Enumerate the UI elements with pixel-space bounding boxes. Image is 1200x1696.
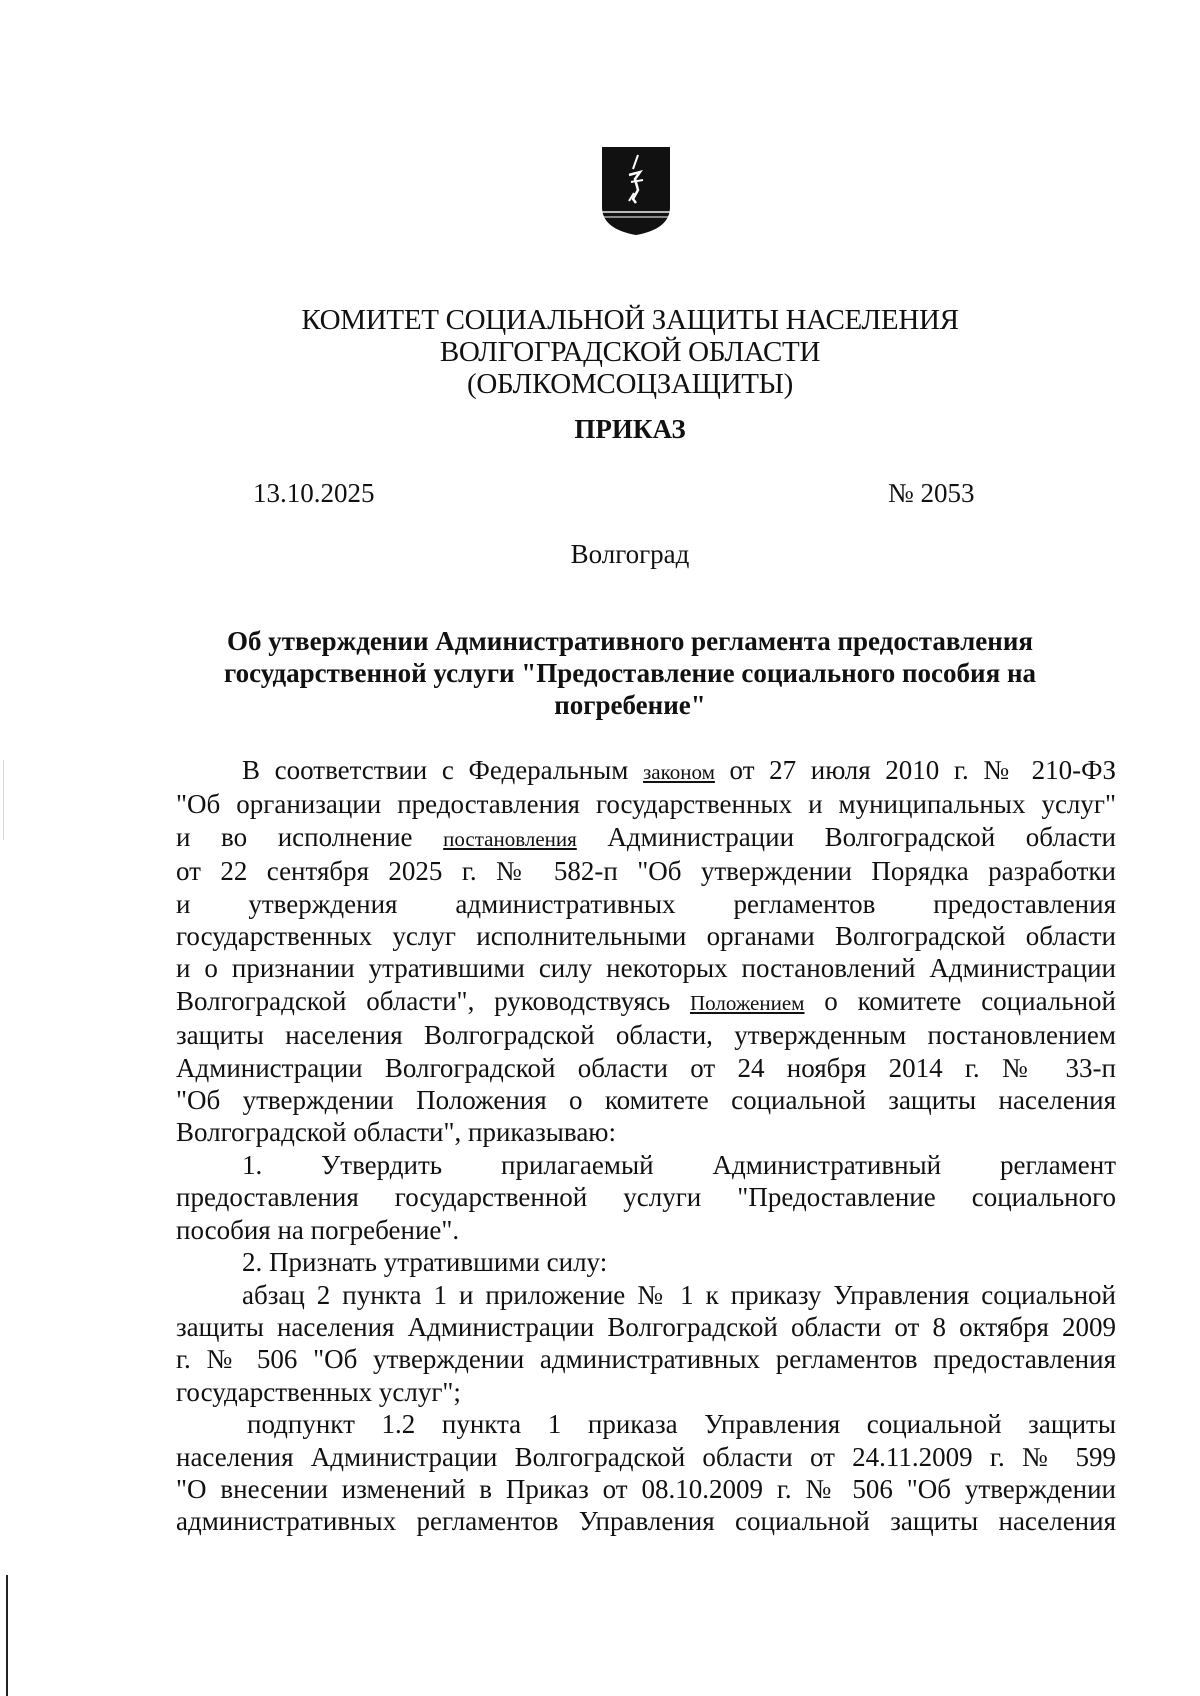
order-number: № 2053 — [888, 478, 975, 508]
law-link[interactable]: законом — [643, 760, 715, 784]
order-date: 13.10.2025 — [253, 478, 375, 508]
volgograd-coat-of-arms-icon — [600, 145, 672, 237]
org-line-3: (ОБЛКОМСОЦЗАЩИТЫ) — [466, 368, 793, 400]
title-line-3: погребение" — [554, 690, 706, 720]
item-1-paragraph — [176, 1149, 1116, 1246]
text-line: подпункт 1.2 пункта 1 приказа Управления социальной защиты — [247, 1409, 1116, 1440]
text-line: защиты населения Администрации Волгоградской области от 8 октября 2009 — [176, 1311, 1116, 1342]
text-line: В соответствии с Федеральным законом от 27 июля 2010 г. № 210-ФЗ — [242, 755, 1117, 785]
text-line: Волгоградской области", приказываю: — [176, 1117, 616, 1148]
text-line: "О внесении изменений в Приказ от 08.10.2009 г. № 506 "Об утверждении — [176, 1473, 1116, 1504]
text-line: государственных услуг"; — [176, 1376, 461, 1407]
scan-edge-mark — [6, 1575, 8, 1696]
item-2a-paragraph — [176, 1279, 1116, 1409]
text-line: Администрации Волгоградской области от 24 ноября 2014 г. № 33-п — [176, 1052, 1116, 1083]
regulation-link[interactable]: Положением — [689, 990, 805, 1015]
text-line: г. № 506 "Об утверждении административных регламентов предоставления — [176, 1344, 1116, 1375]
document-type: ПРИКАЗ — [574, 414, 686, 444]
title-line-1: Об утверждении Административного регламента предоставления — [227, 626, 1033, 656]
text-line: предоставления государственной услуги "Предоставление социального — [176, 1182, 1116, 1213]
item-2-paragraph — [176, 1246, 1116, 1278]
organization-name — [250, 304, 1010, 400]
text-line: Волгоградской области", руководствуясь Положением о комитете социальной — [176, 985, 1116, 1016]
city: Волгоград — [570, 539, 690, 569]
document-title — [190, 625, 1070, 721]
text-line: 2. Признать утратившими силу: — [242, 1247, 608, 1278]
text-line: населения Администрации Волгоградской области от 24.11.2009 г. № 599 — [176, 1441, 1116, 1472]
text-line: и утверждения административных регламентов предоставления — [176, 888, 1116, 919]
text-line: 1. Утвердить прилагаемый Административный регламент — [242, 1149, 1116, 1180]
resolution-link[interactable]: постановления — [443, 826, 577, 851]
text-line: и о признании утратившими силу некоторых постановлений Администрации — [176, 953, 1116, 984]
text-line: пособия на погребение". — [176, 1214, 460, 1245]
text-line: государственных услуг исполнительными органами Волгоградской области — [176, 921, 1116, 952]
text-line: абзац 2 пункта 1 и приложение № 1 к приказу Управления социальной — [242, 1279, 1116, 1310]
text-line: "Об утверждении Положения о комитете социальной защиты населения — [176, 1085, 1116, 1116]
text-line: административных регламентов Управления социальной защиты населения — [176, 1506, 1116, 1537]
org-line-2: ВОЛГОГРАДСКОЙ ОБЛАСТИ — [439, 336, 821, 368]
document-body — [176, 754, 1116, 1538]
text-line: "Об организации предоставления государственных и муниципальных услуг" — [176, 789, 1116, 820]
org-line-1: КОМИТЕТ СОЦИАЛЬНОЙ ЗАЩИТЫ НАСЕЛЕНИЯ — [301, 304, 959, 336]
text-line: и во исполнение постановления Администрации Волгоградской области — [176, 821, 1116, 852]
text-line: защиты населения Волгоградской области, утвержденным постановлением — [176, 1020, 1116, 1051]
scan-edge-mark — [3, 760, 4, 840]
item-2b-paragraph — [176, 1408, 1116, 1538]
text-line: от 22 сентября 2025 г. № 582-п "Об утверждении Порядка разработки — [176, 856, 1116, 887]
title-line-2: государственной услуги "Предоставление социального пособия на — [223, 658, 1037, 688]
preamble-paragraph — [176, 754, 1116, 1149]
